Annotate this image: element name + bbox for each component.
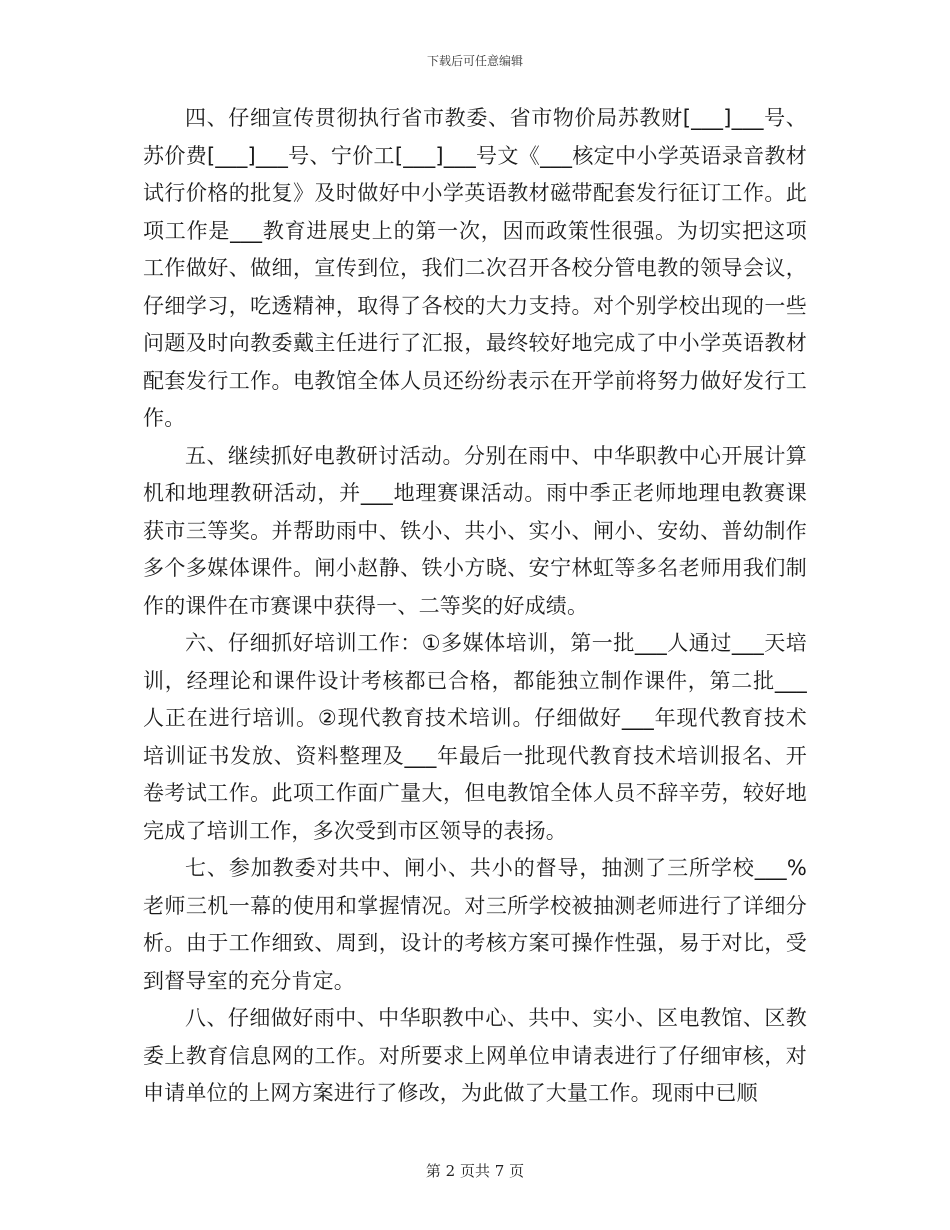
document-body [143,100,807,1113]
paragraph-6: 六、仔细抓好培训工作：①多媒体培训，第一批___人通过___天培训，经理论和课件设计考核都已合格，都能独立制作课件，第二批___人正在进行培训。②现代教育技术培训。仔细做好___年现代教育技术培训证书发放、资料整理及___年最后一批现代教育技术培训报名、开卷考试工作。此项工作面广量大，但电教馆全体人员不辞辛劳，较好地完成了培训工作，多次受到市区领导的表扬。 [143,631,807,843]
page-number: 第 2 页共 7 页 [425,1162,525,1180]
page-header: 下载后可任意编辑 [426,54,523,68]
paragraph-8: 八、仔细做好雨中、中华职教中心、共中、实小、区电教馆、区教委上教育信息网的工作。对所要求上网单位申请表进行了仔细审核，对申请单位的上网方案进行了修改，为此做了大量工作。现雨中已顺 [143,1006,807,1105]
paragraph-7: 七、参加教委对共中、闸小、共小的督导，抽测了三所学校___%老师三机一幕的使用和掌握情况。对三所学校被抽测老师进行了详细分析。由于工作细致、周到，设计的考核方案可操作性强，易于对比，受到督导室的充分肯定。 [143,856,807,993]
paragraph-5: 五、继续抓好电教研讨活动。分别在雨中、中华职教中心开展计算机和地理教研活动，并___地理赛课活动。雨中季正老师地理电教赛课获市三等奖。并帮助雨中、铁小、共小、实小、闸小、安幼、普幼制作多个多媒体课件。闸小赵静、铁小方晓、安宁林虹等多名老师用我们制作的课件在市赛课中获得一、二等奖的好成绩。 [143,443,807,618]
paragraph-4: 四、仔细宣传贯彻执行省市教委、省市物价局苏教财[___]___号、苏价费[___]___号、宁价工[___]___号文《___核定中小学英语录音教材试行价格的批复》及时做好中小学英语教材磁带配套发行征订工作。此项工作是___教育进展史上的第一次，因而政策性很强。为切实把这项工作做好、做细，宣传到位，我们二次召开各校分管电教的领导会议，仔细学习，吃透精神，取得了各校的大力支持。对个别学校出现的一些问题及时向教委戴主任进行了汇报，最终较好地完成了中小学英语教材配套发行工作。电教馆全体人员还纷纷表示在开学前将努力做好发行工作。 [143,106,807,430]
